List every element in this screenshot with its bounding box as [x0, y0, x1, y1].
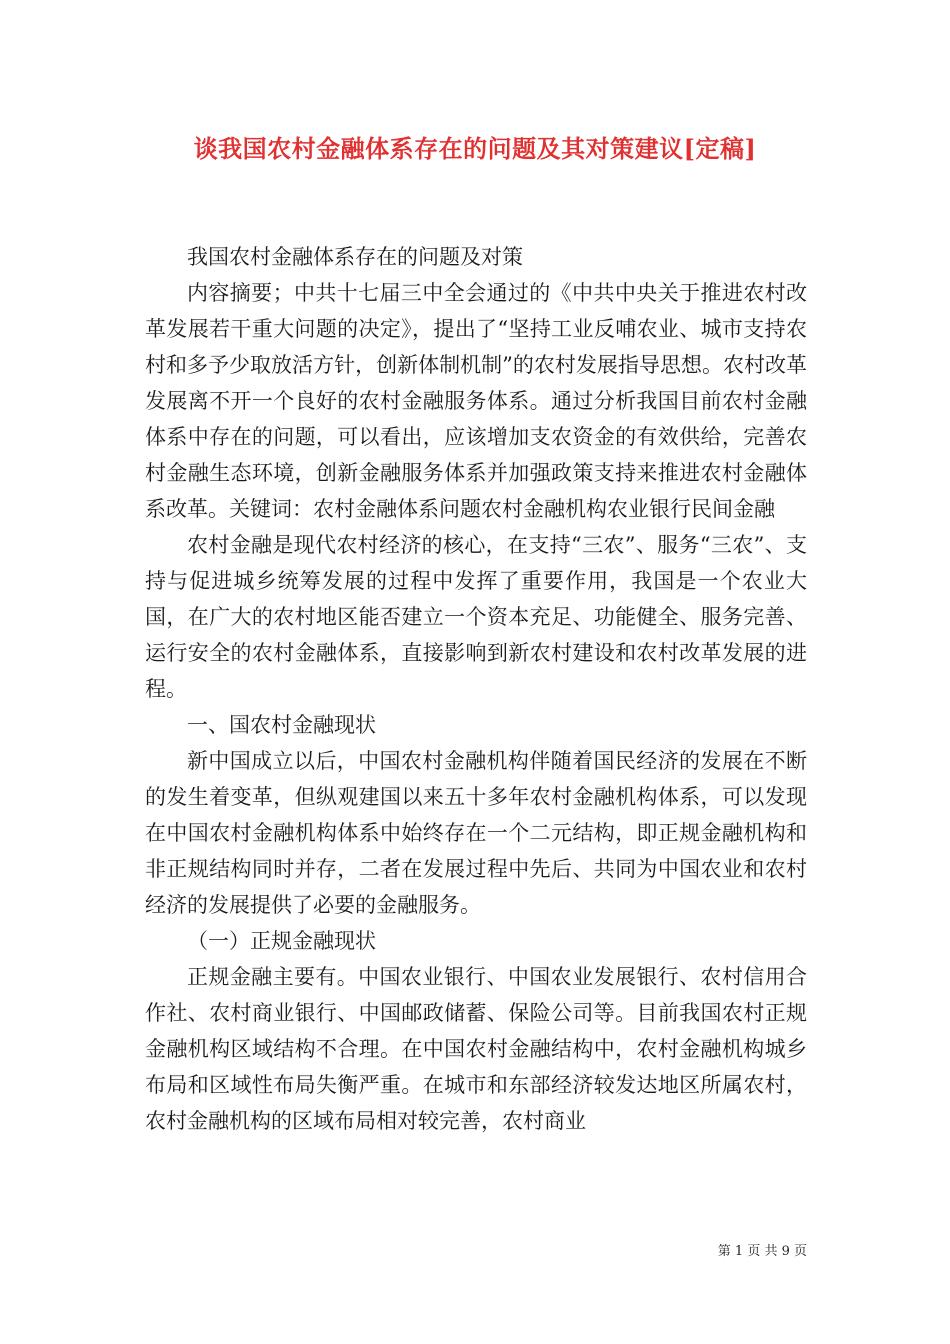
document-title: 谈我国农村金融体系存在的问题及其对策建议[定稿]: [193, 134, 757, 163]
abstract-paragraph: 内容摘要；中共十七届三中全会通过的《中共中央关于推进农村改革发展若干重大问题的决定》，提出了“坚持工业反哺农业、城市支持农村和多予少取放活方针，创新体制机制”的农村发展指导思想。农村改革发展离不开一个良好的农村金融服务体系。通过分析我国目前农村金融体系中存在的问题，可以看出，应该增加支农资金的有效供给，完善农村金融生态环境，创新金融服务体系并加强政策支持来推进农村金融体系改革。关键词：农村金融体系问题农村金融机构农业银行民间金融: [145, 281, 807, 521]
subtitle-paragraph: 我国农村金融体系存在的问题及对策: [187, 245, 523, 269]
subsection-heading: （一）正规金融现状: [187, 929, 376, 953]
section-heading: 一、国农村金融现状: [187, 713, 376, 737]
subsection-paragraph: 正规金融主要有。中国农业银行、中国农业发展银行、农村信用合作社、农村商业银行、中国邮政储蓄、保险公司等。目前我国农村正规金融机构区域结构不合理。在中国农村金融结构中，农村金融机构城乡布局和区域性布局失衡严重。在城市和东部经济较发达地区所属农村，农村金融机构的区域布局相对较完善，农村商业: [145, 965, 807, 1133]
intro-paragraph: 农村金融是现代农村经济的核心，在支持“三农”、服务“三农”、支持与促进城乡统筹发展的过程中发挥了重要作用，我国是一个农业大国，在广大的农村地区能否建立一个资本充足、功能健全、服务完善、运行安全的农村金融体系，直接影响到新农村建设和农村改革发展的进程。: [145, 533, 807, 701]
document-body: [145, 239, 807, 1139]
page-number: 第 1 页 共 9 页: [717, 1244, 807, 1259]
section-paragraph: 新中国成立以后，中国农村金融机构伴随着国民经济的发展在不断的发生着变革，但纵观建国以来五十多年农村金融机构体系，可以发现在中国农村金融机构体系中始终存在一个二元结构，即正规金融机构和非正规结构同时并存，二者在发展过程中先后、共同为中国农业和农村经济的发展提供了必要的金融服务。: [145, 749, 807, 917]
